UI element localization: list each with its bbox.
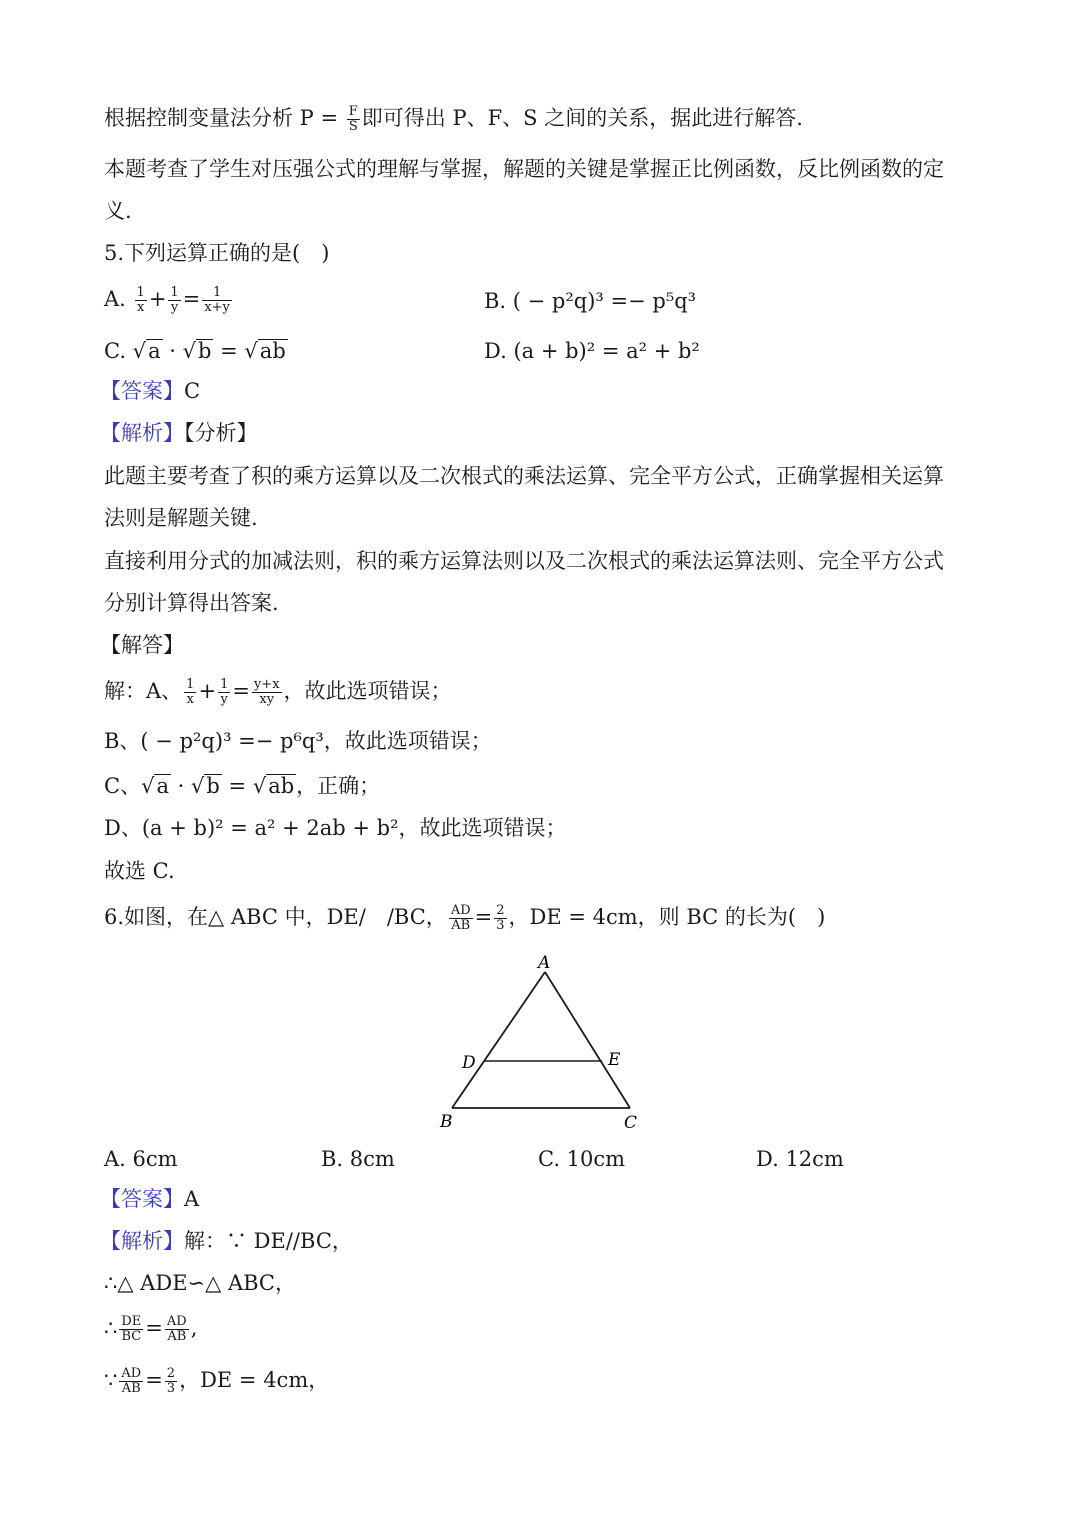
q5-analysis-4: 分别计算得出答案. [104,591,279,615]
q5-analysis-header: 【解析】【分析】 [100,421,258,445]
label-c: C [624,1113,638,1133]
q6-analysis-3: ∴ $\frac{DE}{BC}$ = $\frac{AD}{AB}$ , [104,1314,198,1344]
label-d: D [462,1053,476,1073]
q6-option-d: D. 12cm [756,1147,844,1171]
q5-solution-b: B、( − p²q)³ =− p⁶q³，故此选项错误； [104,729,492,753]
intro-line-3: 义. [104,199,132,223]
q6-analysis-1: 【解析】解：∵ DE//BC， [100,1229,353,1253]
side-ab [452,972,545,1108]
q5-solution-c: C、√a · √b = √ab，正确； [104,774,381,798]
q6-stem: 6.如图，在△ ABC 中，DE/ /BC， $\frac{AD}{AB}$ = $\frac{2}{3}$ ，DE = 4cm，则 BC 的长为( ) [104,903,826,933]
side-ac [545,972,630,1108]
q6-option-c: C. 10cm [538,1147,626,1171]
q5-conclusion: 故选 C. [104,859,175,883]
q5-option-b: B. ( − p²q)³ =− p⁵q³ [484,289,697,313]
label-e: E [608,1050,621,1070]
label-b: B [440,1112,453,1132]
q6-analysis-2: ∴△ ADE∽△ ABC， [104,1271,296,1295]
q5-solution-a: 解：A、 $\frac{1}{x}$ + $\frac{1}{y}$ = $\frac{y+x}{xy}$ ，故此选项错误； [104,677,452,707]
q5-analysis-1: 此题主要考查了积的乘方运算以及二次根式的乘法运算、完全平方公式，正确掌握相关运算 [104,464,944,488]
intro-line-2: 本题考查了学生对压强公式的理解与掌握，解题的关键是掌握正比例函数，反比例函数的定 [104,157,944,181]
q5-option-c: C. √a · √b = √ab [104,339,286,363]
fraction-f-over-s: $\frac{F}{S}$ [348,104,358,134]
q5-answer: 【答案】C [100,379,201,403]
q5-stem: 5.下列运算正确的是( ) [104,241,330,265]
triangle-figure [430,950,650,1135]
label-a: A [538,953,551,973]
intro-line-1: 根据控制变量法分析 P = $\frac{F}{S}$ 即可得出 P、F、S 之间的关系，据此进行解答. [104,104,803,134]
q6-option-b: B. 8cm [321,1147,395,1171]
q6-answer: 【答案】A [100,1187,200,1211]
q6-option-a: A. 6cm [104,1147,178,1171]
q5-solve-tag: 【解答】 [100,633,184,657]
q5-option-d: D. (a + b)² = a² + b² [484,339,700,363]
q5-solution-d: D、(a + b)² = a² + 2ab + b²，故此选项错误； [104,816,567,840]
q5-analysis-2: 法则是解题关键. [104,506,258,530]
q5-analysis-3: 直接利用分式的加减法则，积的乘方运算法则以及二次根式的乘法运算法则、完全平方公式 [104,549,944,573]
q5-option-a: A. $\frac{1}{x}$ + $\frac{1}{y}$ = $\frac{1}{x+y}$ [104,285,230,315]
q6-analysis-4: ∵ $\frac{AD}{AB}$ = $\frac{2}{3}$ ，DE = 4cm， [104,1366,330,1396]
